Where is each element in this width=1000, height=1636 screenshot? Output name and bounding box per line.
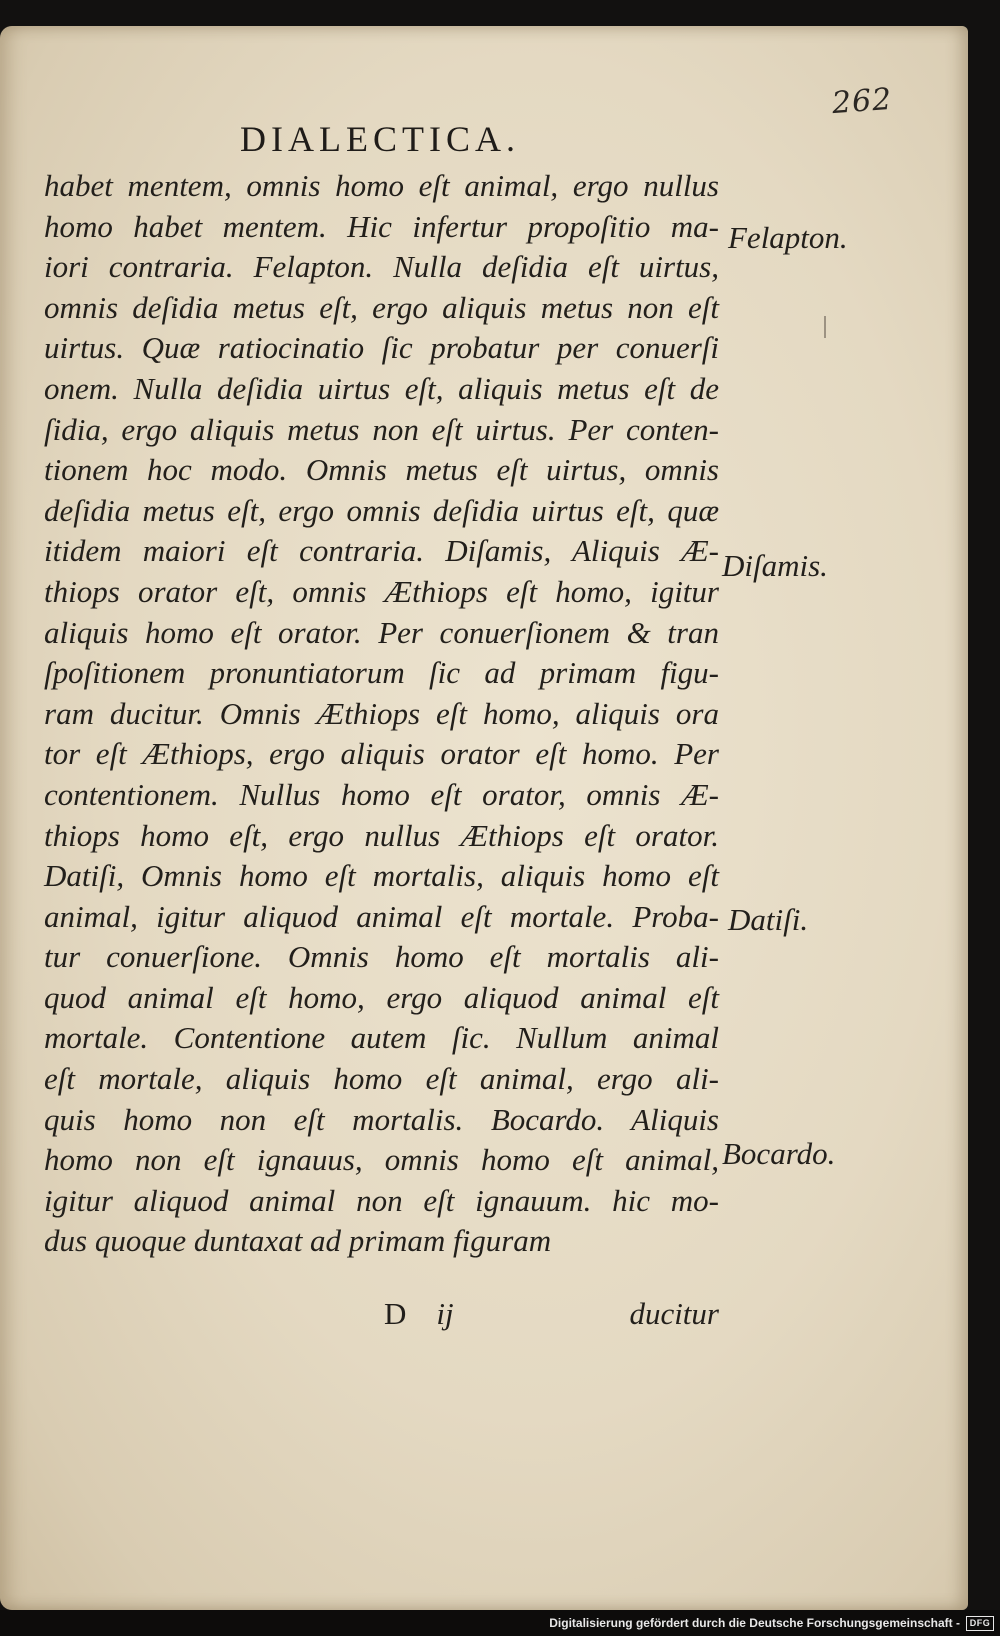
text-line: eſt mortale, aliquis homo eſt animal, ergo ali- <box>44 1061 719 1097</box>
text-line: thiops homo eſt, ergo nullus Æthiops eſt orator. <box>44 817 719 853</box>
ink-mark <box>824 316 826 338</box>
text-line: contentionem. Nullus homo eſt orator, omnis Æ- <box>44 776 719 812</box>
margin-note-disamis: Diſamis. <box>722 548 828 583</box>
text-line: deſidia metus eſt, ergo omnis deſidia uirtus eſt, quæ <box>44 492 719 528</box>
body-text <box>44 166 719 1262</box>
catchword: ducitur <box>629 1296 719 1331</box>
text-line: ram ducitur. Omnis Æthiops eſt homo, aliquis ora <box>44 695 719 731</box>
text-line: aliquis homo eſt orator. Per conuerſionem & tran <box>44 614 719 650</box>
text-line: igitur aliquod animal non eſt ignauum. hic mo- <box>44 1182 719 1218</box>
text-line: itidem maiori eſt contraria. Diſamis, Aliquis Æ- <box>44 533 719 569</box>
running-head: DIALECTICA. <box>240 119 520 159</box>
text-line: animal, igitur aliquod animal eſt mortale. Proba- <box>44 898 719 934</box>
text-line: habet mentem, omnis homo eſt animal, ergo nullus <box>44 168 719 203</box>
text-line: dus quoque duntaxat ad primam figuram <box>44 1223 552 1259</box>
text-line: uirtus. Quæ ratiocinatio ſic probatur per conuerſi <box>44 330 719 366</box>
text-line: iori contraria. Felapton. Nulla deſidia eſt uirtus, <box>44 249 719 285</box>
text-line: mortale. Contentione autem ſic. Nullum animal <box>44 1020 719 1056</box>
text-line: tor eſt Æthiops, ergo aliquis orator eſt homo. Per <box>44 736 719 772</box>
signature-letter: D <box>384 1296 437 1331</box>
text-line: tionem hoc modo. Omnis metus eſt uirtus, omnis <box>44 452 719 488</box>
folio-number: 262 <box>830 81 894 122</box>
signature-line <box>44 1296 719 1338</box>
text-line: homo non eſt ignauus, omnis homo eſt animal, <box>44 1142 719 1178</box>
text-line: Datiſi, Omnis homo eſt mortalis, aliquis homo eſt <box>44 858 719 894</box>
book-page <box>0 26 968 1610</box>
signature-number: ij <box>436 1296 454 1331</box>
margin-note-bocardo: Bocardo. <box>722 1136 836 1171</box>
text-line: thiops orator eſt, omnis Æthiops eſt homo, igitur <box>44 573 719 609</box>
text-line: ſidia, ergo aliquis metus non eſt uirtus. Per conten- <box>44 411 719 447</box>
funding-credit: Digitalisierung gefördert durch die Deutsche Forschungsgemeinschaft - <box>549 1616 960 1630</box>
text-line: quis homo non eſt mortalis. Bocardo. Aliquis <box>44 1101 719 1137</box>
footer-bar <box>0 1610 1000 1636</box>
text-line: quod animal eſt homo, ergo aliquod animal eſt <box>44 979 719 1015</box>
margin-note-felapton: Felapton. <box>728 220 848 255</box>
signature-mark <box>384 1296 454 1332</box>
dfg-logo: DFG <box>966 1616 994 1631</box>
text-line: ſpoſitionem pronuntiatorum ſic ad primam figu- <box>44 655 719 691</box>
margin-note-datisi: Datiſi. <box>728 902 809 937</box>
text-line: onem. Nulla deſidia uirtus eſt, aliquis metus eſt de <box>44 370 719 406</box>
text-line: tur conuerſione. Omnis homo eſt mortalis ali- <box>44 939 719 975</box>
text-line: omnis deſidia metus eſt, ergo aliquis metus non eſt <box>44 289 719 325</box>
text-line: homo habet mentem. Hic infertur propoſitio ma- <box>44 208 719 244</box>
